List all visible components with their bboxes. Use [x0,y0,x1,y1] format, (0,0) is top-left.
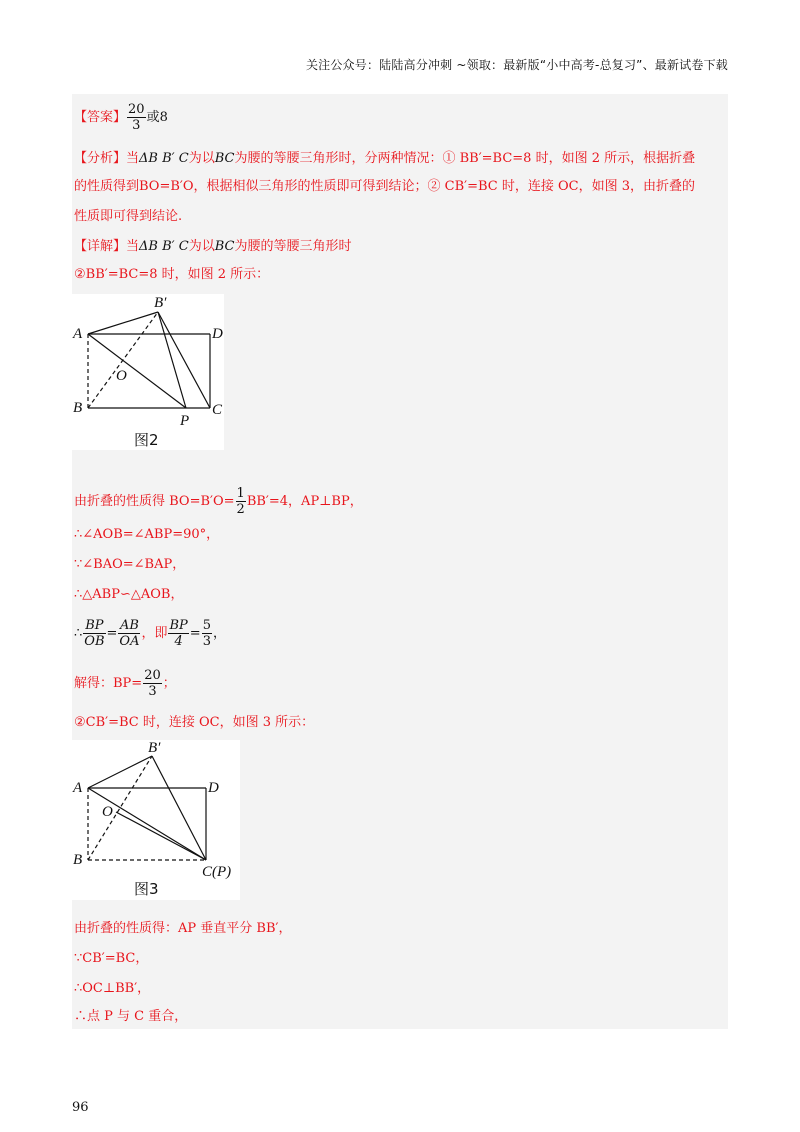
label-O: O [116,368,127,384]
step-2: ∴∠AOB=∠ABP=90°， [74,527,220,542]
figure-3-diagram [72,740,240,900]
step-4: ∴△ABP∽△AOB， [74,587,184,602]
segment-B-prime-C [158,312,210,408]
segment-AC [88,788,206,860]
answer-label: 【答案】 [74,110,127,125]
answer-line [74,102,168,133]
segment-AP [88,334,186,408]
step-10: ∴点 P 与 C 重合， [74,1009,188,1024]
label-C-P: C(P) [202,864,232,880]
label-A: A [73,326,83,342]
figure-3-caption: 图3 [134,880,159,898]
figure-3 [72,740,240,900]
figure-2 [72,294,224,450]
label-B: B [73,400,83,416]
case2-line: ②CB′=BC 时，连接 OC，如图 3 所示： [74,715,315,730]
segment-AB-prime [88,756,152,788]
case1-line: ②BB′=BC=8 时，如图 2 所示： [74,267,270,282]
label-D: D [208,780,219,796]
label-B-prime: B′ [148,740,161,756]
analysis-line-3: 性质即可得到结论. [74,209,183,224]
label-D: D [212,326,223,342]
detail-line-1: 【详解】当ΔB B′ C为以BC为腰的等腰三角形时 [74,239,352,254]
figure-2-caption: 图2 [134,431,159,449]
step-5: ∴ $\frac{BP}{OB}$ = $\frac{AB}{OA}$ ，即 $\frac{BP}{4}$ = $\frac{5}{3}$ ， [74,618,226,649]
label-P: P [180,413,190,429]
page-header: 关注公众号：陆陆高分冲刺 ~领取：最新版“小中高考-总复习”、最新试卷下载 [305,58,728,72]
answer-tail: 或8 [146,110,168,125]
solution-panel [72,94,728,1029]
segment-AB-prime [88,312,158,334]
analysis-line-2: 的性质得到BO=B′O，根据相似三角形的性质即可得到结论；② CB′=BC 时，连接 OC，如图 3，由折叠的 [74,179,695,194]
step-1: 由折叠的性质得 BO=B′O= $\frac{1}{2}$ BB′=4，AP⊥BP， [74,486,363,517]
analysis-line-1: 【分析】当ΔB B′ C为以BC为腰的等腰三角形时，分两种情况：① BB′=BC=8 时，如图 2 所示，根据折叠 [74,151,696,166]
step-6: 解得：BP= $\frac{20}{3}$ ； [74,668,176,699]
answer-fraction: $\frac{20}{3}$ [128,102,145,133]
label-B-prime: B′ [154,295,167,311]
segment-OC [116,812,206,860]
segment-B-prime-P [158,312,186,408]
figure-2-diagram [72,294,224,450]
label-A: A [73,780,83,796]
step-3: ∵∠BAO=∠BAP， [74,557,186,572]
step-7: 由折叠的性质得：AP 垂直平分 BB′， [74,921,292,936]
page-number: 96 [72,1100,89,1115]
label-C: C [212,402,223,418]
label-B: B [73,852,83,868]
step-9: ∴OC⊥BB′， [74,981,151,996]
segment-B-prime-C [152,756,206,860]
label-O: O [102,804,113,820]
step-8: ∵CB′=BC， [74,951,149,966]
